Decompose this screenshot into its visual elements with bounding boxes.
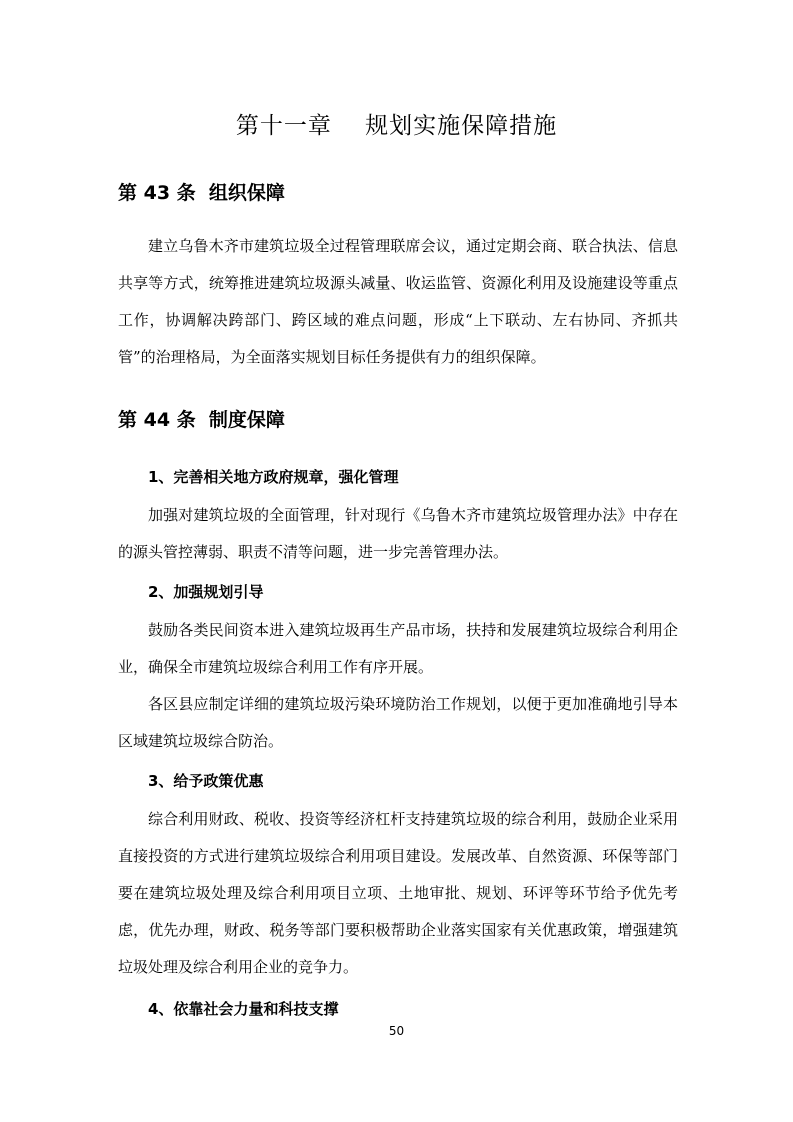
section-2-paragraph-1: 鼓励各类民间资本进入建筑垃圾再生产品市场，扶持和发展建筑垃圾综合利用企业，确保全市建筑垃圾综合利用工作有序开展。 [118,621,678,676]
article-44-heading: 第 44 条 制度保障 [118,409,285,431]
section-3-paragraph-1: 综合利用财政、税收、投资等经济杠杆支持建筑垃圾的综合利用，鼓励企业采用直接投资的方式进行建筑垃圾综合利用项目建设。发展改革、自然资源、环保等部门要在建筑垃圾处理及综合利用项目立项、土地审批、规划、环评等环节给予优先考虑，优先办理，财政、税务等部门要积极帮助企业落实国家有关优惠政策，增强建筑垃圾处理及综合利用企业的竞争力。 [118,810,678,976]
section-1-heading: 1、完善相关地方政府规章，强化管理 [148,468,399,486]
page-number: 50 [388,1024,405,1038]
section-2-paragraph-2: 各区县应制定详细的建筑垃圾污染环境防治工作规划，以便于更加准确地引导本区域建筑垃圾综合防治。 [118,695,678,750]
section-3-heading: 3、给予政策优惠 [148,772,264,790]
chapter-title: 第十一章 规划实施保障措施 [235,113,558,139]
article-43-heading: 第 43 条 组织保障 [118,182,285,204]
article-43-paragraph: 建立乌鲁木齐市建筑垃圾全过程管理联席会议，通过定期会商、联合执法、信息共享等方式，统筹推进建筑垃圾源头减量、收运监管、资源化利用及设施建设等重点工作，协调解决跨部门、跨区域的难点问题，形成“上下联动、左右协同、齐抓共管”的治理格局，为全面落实规划目标任务提供有力的组织保障。 [118,237,678,366]
section-4-heading: 4、依靠社会力量和科技支撑 [148,1000,339,1018]
section-2-heading: 2、加强规划引导 [148,583,264,601]
section-1-paragraph-1: 加强对建筑垃圾的全面管理，针对现行《乌鲁木齐市建筑垃圾管理办法》中存在的源头管控薄弱、职责不清等问题，进一步完善管理办法。 [118,506,678,561]
